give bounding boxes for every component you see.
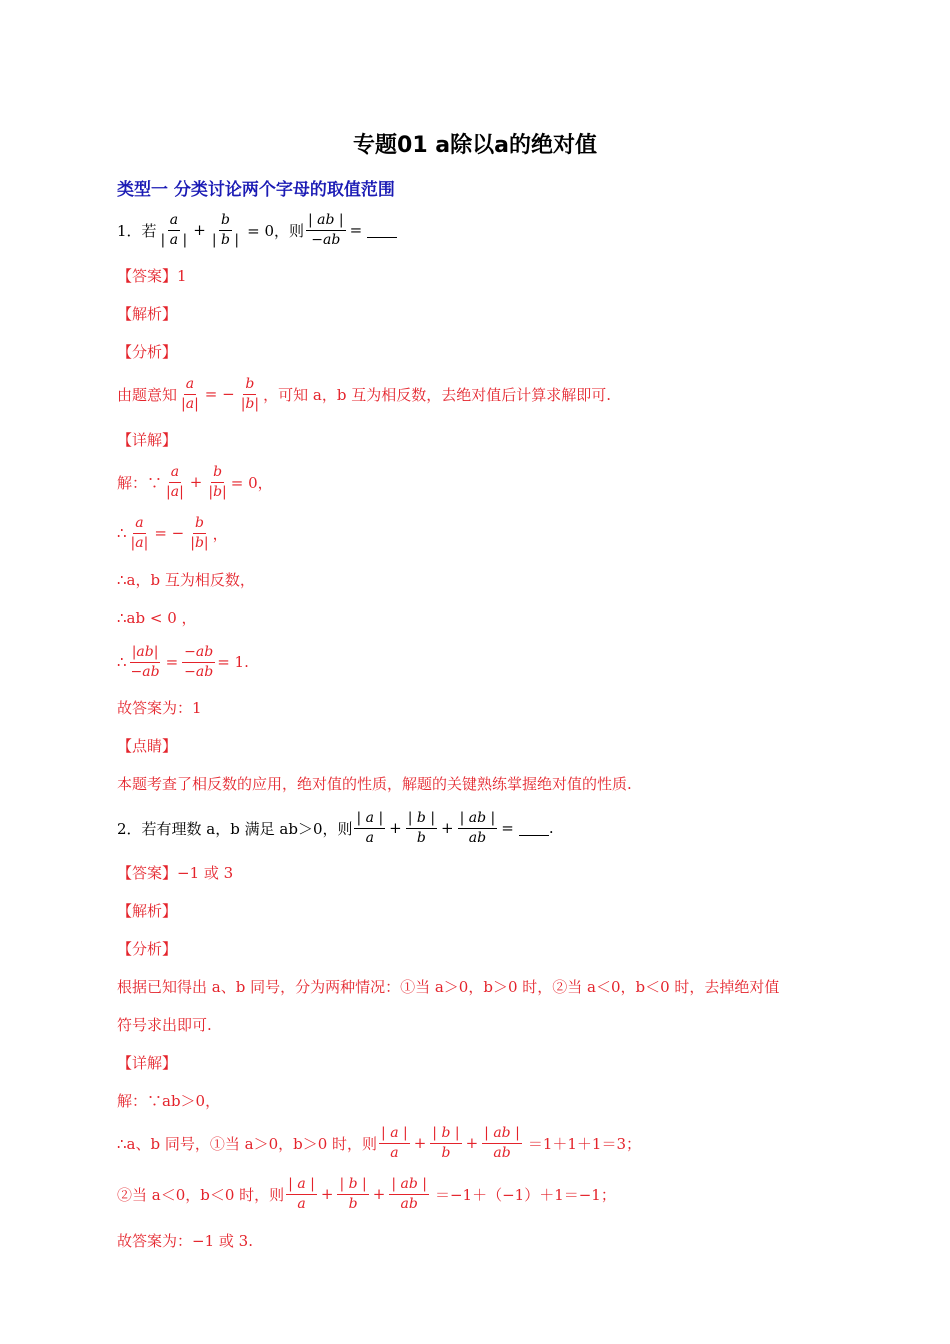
q2d3-plus-2: + bbox=[372, 1185, 386, 1203]
q1-analysis-label: 【解析】 bbox=[117, 305, 178, 323]
q1-f1-den: | a | bbox=[160, 231, 188, 248]
q1-prefix: 1．若 bbox=[117, 221, 157, 240]
q1-answer-blank bbox=[367, 223, 397, 238]
fenxi-eq: = − bbox=[204, 385, 235, 403]
q2-final: 故答案为：−1 或 3. bbox=[117, 1232, 253, 1250]
q2-answer-blank bbox=[519, 821, 549, 836]
q2d3-plus-1: + bbox=[320, 1185, 334, 1203]
q1-fenxi-text bbox=[117, 372, 611, 416]
q1-answer-value: 1 bbox=[177, 267, 187, 285]
q2-f3-den: ab bbox=[468, 829, 487, 846]
d2-f2-den: |b| bbox=[190, 534, 209, 551]
d5-f1-num: |ab| bbox=[130, 644, 161, 662]
fenxi-f1-den: |a| bbox=[181, 395, 199, 412]
question-2 bbox=[117, 806, 554, 850]
d2-fraction-a bbox=[129, 515, 151, 550]
q2-analysis-label: 【解析】 bbox=[117, 902, 178, 920]
q2d2-f3-num: | ab | bbox=[482, 1125, 522, 1143]
d5-f2-den: −ab bbox=[184, 663, 214, 680]
q1-point-label: 【点睛】 bbox=[117, 737, 178, 755]
d5-eq: = bbox=[165, 653, 179, 671]
q2-f1-num: | a | bbox=[354, 810, 385, 828]
d2-post: ， bbox=[212, 524, 228, 543]
d2-eq: = − bbox=[154, 524, 185, 542]
q1-detail-line-2 bbox=[117, 511, 228, 555]
q2d2-fraction-b bbox=[430, 1125, 461, 1160]
q2d3-fraction-ab bbox=[389, 1176, 429, 1211]
q1-eq: = bbox=[349, 221, 363, 239]
q2d2-f1-den: a bbox=[390, 1144, 399, 1161]
page-title: 专题01 a除以a的绝对值 bbox=[353, 133, 597, 158]
q1-answer bbox=[117, 265, 187, 286]
q1-f1-num: a bbox=[168, 212, 180, 230]
q2-f2-num: | b | bbox=[406, 810, 437, 828]
answer-label-2: 【答案】 bbox=[117, 864, 178, 882]
q2d3-post: ＝−1＋（−1）＋1＝−1； bbox=[434, 1185, 616, 1204]
d2-fraction-b bbox=[188, 515, 210, 550]
q2d2-f2-den: b bbox=[441, 1144, 451, 1161]
q2-plus-2: + bbox=[441, 819, 454, 837]
q1-plus: + bbox=[193, 221, 206, 239]
d5-fraction-1 bbox=[129, 644, 162, 679]
d5-post: = 1. bbox=[217, 653, 249, 671]
q2d2-plus-1: + bbox=[413, 1134, 427, 1152]
q1-detail-line-5 bbox=[117, 640, 249, 684]
q2-answer bbox=[117, 862, 233, 883]
q1-final: 故答案为：1 bbox=[117, 699, 202, 717]
d2-f2-num: b bbox=[193, 515, 206, 533]
d1-f1-den: |a| bbox=[166, 483, 184, 500]
q1-f3-num: | ab | bbox=[306, 212, 346, 230]
q2d3-f1-num: | a | bbox=[286, 1176, 317, 1194]
q1-detail-line-4: ∴ab < 0 ， bbox=[117, 609, 197, 627]
q1-detail-label: 【详解】 bbox=[117, 431, 178, 449]
q2-f2-den: b bbox=[416, 829, 426, 846]
q1-fenxi-label: 【分析】 bbox=[117, 343, 178, 361]
fenxi-fraction-a bbox=[179, 376, 201, 411]
q2-detail-label: 【详解】 bbox=[117, 1054, 178, 1072]
d5-fraction-2 bbox=[182, 644, 215, 679]
d2-pre: ∴ bbox=[117, 524, 127, 542]
fenxi-fraction-b bbox=[239, 376, 261, 411]
q2d3-f3-den: ab bbox=[400, 1195, 418, 1212]
q2d3-f1-den: a bbox=[297, 1195, 306, 1212]
q2-f1-den: a bbox=[365, 829, 374, 846]
question-1 bbox=[117, 208, 397, 252]
q2-f3-num: | ab | bbox=[458, 810, 498, 828]
q1-detail-line-3: ∴a，b 互为相反数， bbox=[117, 571, 255, 589]
d1-plus: + bbox=[189, 473, 203, 491]
q2-answer-value: −1 或 3 bbox=[177, 864, 234, 882]
q1-f2-den: | b | bbox=[211, 231, 240, 248]
answer-label: 【答案】 bbox=[117, 267, 178, 285]
q1-detail-line-1 bbox=[117, 460, 273, 504]
q2-fenxi-label: 【分析】 bbox=[117, 940, 178, 958]
q2d3-fraction-b bbox=[337, 1176, 368, 1211]
fenxi-f2-den: |b| bbox=[240, 395, 260, 412]
q2-fenxi-line-2: 符号求出即可. bbox=[117, 1016, 212, 1034]
fenxi-f2-num: b bbox=[243, 376, 256, 394]
q2d3-pre: ②当 a＜0，b＜0 时，则 bbox=[117, 1185, 285, 1204]
q1-fraction-ab bbox=[306, 212, 346, 247]
q2d2-f2-num: | b | bbox=[430, 1125, 461, 1143]
q1-eq0: = 0，则 bbox=[247, 221, 304, 240]
q1-fraction-b bbox=[210, 212, 241, 247]
q2d3-f2-num: | b | bbox=[337, 1176, 368, 1194]
q2-detail-line-3 bbox=[117, 1172, 616, 1216]
d1-fraction-b bbox=[206, 464, 228, 499]
fenxi-f1-num: a bbox=[184, 376, 196, 394]
q1-fraction-a bbox=[159, 212, 190, 247]
q1-f2-num: b bbox=[219, 212, 232, 230]
q2-post: . bbox=[548, 819, 554, 837]
q2d2-f1-num: | a | bbox=[379, 1125, 410, 1143]
fenxi-post: ，可知 a，b 互为相反数，去绝对值后计算求解即可. bbox=[263, 385, 611, 404]
q2-pre: 2．若有理数 a，b 满足 ab＞0，则 bbox=[117, 819, 353, 838]
d1-post: = 0， bbox=[230, 473, 273, 492]
d1-pre: 解：∵ bbox=[117, 473, 163, 492]
d5-pre: ∴ bbox=[117, 653, 127, 671]
d1-f1-num: a bbox=[169, 464, 181, 482]
q2-fenxi-line-1: 根据已知得出 a、b 同号，分为两种情况：①当 a＞0，b＞0 时，②当 a＜0，b＜0 时，去掉绝对值 bbox=[117, 978, 780, 996]
d2-f1-num: a bbox=[133, 515, 145, 533]
q2d2-f3-den: ab bbox=[493, 1144, 511, 1161]
q2-plus-1: + bbox=[389, 819, 402, 837]
q2-eq: = bbox=[501, 819, 514, 837]
q2d3-f3-num: | ab | bbox=[389, 1176, 429, 1194]
q2d2-fraction-a bbox=[379, 1125, 410, 1160]
q2-detail-line-2 bbox=[117, 1121, 641, 1165]
d1-fraction-a bbox=[164, 464, 186, 499]
q2-fraction-b bbox=[406, 810, 437, 845]
q2-detail-line-1: 解：∵ab＞0， bbox=[117, 1092, 221, 1110]
q2-fraction-ab bbox=[458, 810, 498, 845]
q1-point-text: 本题考查了相反数的应用，绝对值的性质，解题的关键熟练掌握绝对值的性质. bbox=[117, 775, 632, 793]
q2d3-f2-den: b bbox=[348, 1195, 358, 1212]
fenxi-pre: 由题意知 bbox=[117, 385, 178, 404]
q2-fraction-a bbox=[354, 810, 385, 845]
q2d3-fraction-a bbox=[286, 1176, 317, 1211]
q2d2-pre: ∴a、b 同号，①当 a＞0，b＞0 时，则 bbox=[117, 1134, 378, 1153]
q1-f3-den: −ab bbox=[311, 231, 341, 248]
d5-f1-den: −ab bbox=[130, 663, 160, 680]
d5-f2-num: −ab bbox=[182, 644, 215, 662]
d2-f1-den: |a| bbox=[130, 534, 149, 551]
d1-f2-num: b bbox=[211, 464, 224, 482]
q2d2-plus-2: + bbox=[465, 1134, 479, 1152]
q2d2-fraction-ab bbox=[482, 1125, 522, 1160]
q2d2-post: ＝1＋1＋1＝3； bbox=[527, 1134, 642, 1153]
d1-f2-den: |b| bbox=[208, 483, 227, 500]
section-heading: 类型一 分类讨论两个字母的取值范围 bbox=[117, 180, 395, 200]
